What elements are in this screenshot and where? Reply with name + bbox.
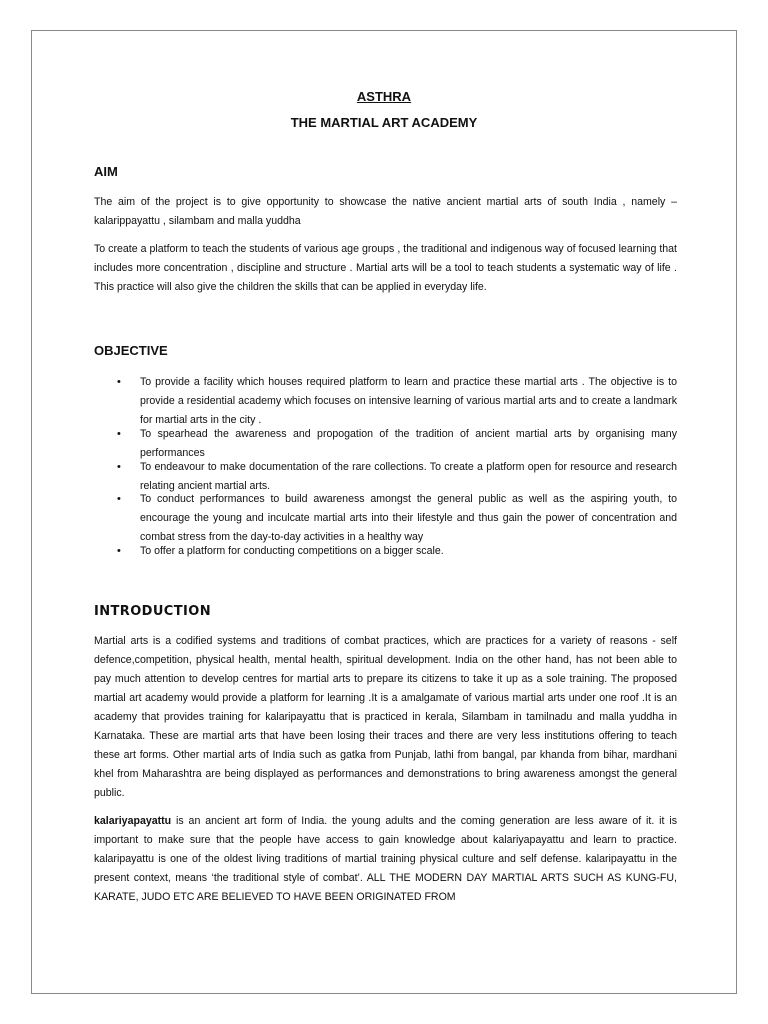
document-subtitle: THE MARTIAL ART ACADEMY <box>290 115 478 130</box>
bullet-icon: • <box>117 428 121 440</box>
document-page <box>31 30 737 994</box>
objective-item-text: To provide a facility which houses required platform to learn and practice these martial arts . The objective is to provide a residential academy which focuses on intensive learning of various martial arts and to create a landmark for martial arts in the city . <box>140 376 677 426</box>
document-title: ASTHRA <box>356 89 412 104</box>
objective-item-text: To conduct performances to build awareness amongst the general public as well as the aspiring youth, to encourage the young and inculcate martial arts into their lifestyle and thus gain the power of concentration and combat stress from the day-to-day activities in a healthy way <box>140 493 677 543</box>
bullet-icon: • <box>117 461 121 473</box>
bullet-icon: • <box>117 376 121 388</box>
aim-paragraph-2: To create a platform to teach the students of various age groups , the traditional and indigenous way of focused learning that includes more concentration , discipline and structure . Martial arts will be a tool to teach students a systematic way of life . This practice will also give the children the skills that can be applied in everyday life. <box>94 243 677 293</box>
bullet-icon: • <box>117 493 121 505</box>
objective-heading: OBJECTIVE <box>94 343 168 358</box>
objective-item-text: To spearhead the awareness and propogation of the tradition of ancient martial arts by organising many performances <box>140 428 677 459</box>
introduction-paragraph-2 <box>94 812 677 907</box>
aim-heading: AIM <box>94 164 118 179</box>
bullet-icon: • <box>117 545 121 557</box>
introduction-paragraph-1: Martial arts is a codified systems and traditions of combat practices, which are practices for a variety of reasons - self defence,competition, physical health, mental health, spiritual development. India on the other hand, has not been able to pay much attention to develop centres for martial arts to prepare its citizens to take it up as a sole training. The proposed martial art academy would provide a platform for learning .It is a amalgamate of various martial arts under one roof .It is an academy that provides training for kalaripayattu that is practiced in kerala, Silambam in tamilnadu and malla yuddha in Karnataka. These are martial arts that have been losing their traces and there are very less institutions offering to teach these art forms. Other martial arts of India such as gatka from Punjab, lathi from bangal, par khanda from bihar, mardhani khel from Maharashtra are being displayed as performances and demonstrations to bring awareness amongst the general public. <box>94 635 677 799</box>
objective-item-text: To endeavour to make documentation of the rare collections. To create a platform open for resource and research relating ancient martial arts. <box>140 461 677 492</box>
introduction-heading: INTRODUCTION <box>94 604 211 619</box>
aim-paragraph-1: The aim of the project is to give opportunity to showcase the native ancient martial arts of south India , namely – kalarippayattu , silambam and malla yuddha <box>94 196 677 227</box>
objective-item-text: To offer a platform for conducting competitions on a bigger scale. <box>140 545 444 557</box>
kalariyapayattu-term: kalariyapayattu <box>94 815 172 827</box>
introduction-paragraph-2-text: is an ancient art form of India. the young adults and the coming generation are less aware of it. it is important to make sure that the people have access to gain knowledge about kalariyapayattu and learn to practice. kalaripayattu is one of the oldest living traditions of martial training physical culture and self defense. kalaripayattu in the present context, means ‘the traditional style of combat’. ALL THE MODERN DAY MARTIAL ARTS SUCH AS KUNG-FU, KARATE, JUDO ETC ARE BELIEVED TO HAVE BEEN ORIGINATED FROM <box>94 815 677 903</box>
